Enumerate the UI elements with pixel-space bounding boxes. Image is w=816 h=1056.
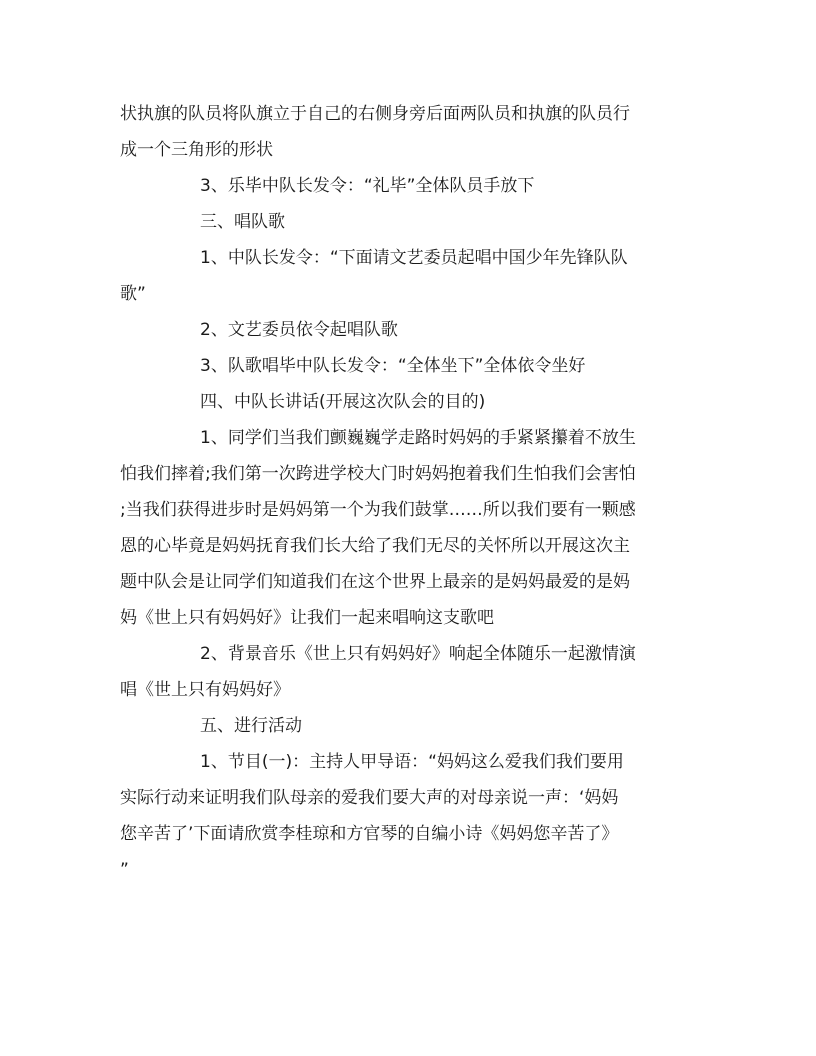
text-line: 1、同学们当我们颤巍巍学走路时妈妈的手紧紧攥着不放生 — [200, 428, 636, 448]
text-line: 唱《世上只有妈妈好》 — [120, 680, 290, 700]
text-line: 1、节目(一)：主持人甲导语：“妈妈这么爱我们我们要用 — [200, 752, 624, 772]
paragraph — [120, 312, 700, 348]
paragraph — [120, 708, 700, 744]
document-body — [120, 96, 700, 888]
text-line: 状执旗的队员将队旗立于自己的右侧身旁后面两队员和执旗的队员行 — [120, 104, 630, 124]
text-line: 题中队会是让同学们知道我们在这个世界上最亲的是妈妈最爱的是妈 — [120, 572, 630, 592]
paragraph — [120, 744, 700, 888]
text-line: 五、进行活动 — [200, 716, 302, 736]
text-line: 您辛苦了’下面请欣赏李桂琼和方官琴的自编小诗《妈妈您辛苦了》 — [120, 824, 619, 844]
text-line: ;当我们获得进步时是妈妈第一个为我们鼓掌……所以我们要有一颗感 — [120, 500, 636, 520]
text-line: 三、唱队歌 — [200, 212, 285, 232]
paragraph — [120, 420, 700, 636]
text-line: 成一个三角形的形状 — [120, 140, 273, 160]
text-line: 2、背景音乐《世上只有妈妈好》响起全体随乐一起激情演 — [200, 644, 636, 664]
text-line: 1、中队长发令：“下面请文艺委员起唱中国少年先锋队队 — [200, 248, 628, 268]
text-line: 2、文艺委员依令起唱队歌 — [200, 320, 398, 340]
paragraph — [120, 204, 700, 240]
text-line: 3、乐毕中队长发令：“礼毕”全体队员手放下 — [200, 176, 535, 196]
paragraph — [120, 96, 700, 168]
text-line: 实际行动来证明我们队母亲的爱我们要大声的对母亲说一声：‘妈妈 — [120, 788, 619, 808]
paragraph — [120, 348, 700, 384]
text-line: 妈《世上只有妈妈好》让我们一起来唱响这支歌吧 — [120, 608, 494, 628]
text-line: ” — [120, 860, 129, 880]
paragraph — [120, 240, 700, 312]
text-line: 四、中队长讲话(开展这次队会的目的) — [200, 392, 486, 412]
text-line: 歌” — [120, 284, 146, 304]
paragraph — [120, 384, 700, 420]
text-line: 3、队歌唱毕中队长发令：“全体坐下”全体依令坐好 — [200, 356, 586, 376]
text-line: 怕我们摔着;我们第一次跨进学校大门时妈妈抱着我们生怕我们会害怕 — [120, 464, 636, 484]
paragraph — [120, 168, 700, 204]
text-line: 恩的心毕竟是妈妈抚育我们长大给了我们无尽的关怀所以开展这次主 — [120, 536, 630, 556]
paragraph — [120, 636, 700, 708]
